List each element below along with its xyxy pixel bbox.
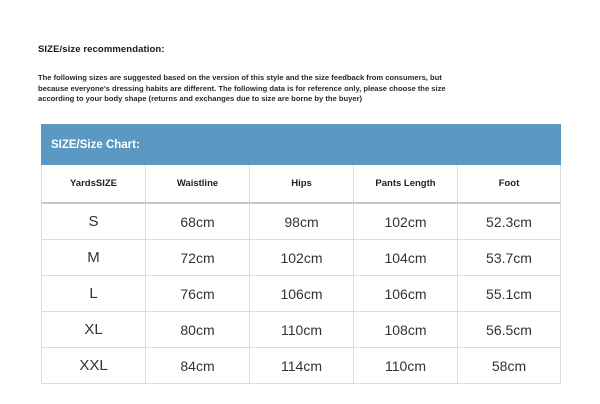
hips-cell: 102cm [250, 240, 354, 276]
intro-line: The following sizes are suggested based on the version of this style and the size feedback from consumers, but [38, 73, 442, 82]
column-header-row [42, 165, 561, 204]
waistline-cell: 76cm [146, 276, 250, 312]
column-header-pants-length: Pants Length [354, 165, 458, 204]
pants-length-cell: 104cm [354, 240, 458, 276]
intro-paragraph [38, 73, 578, 105]
section-title: SIZE/size recommendation: [38, 44, 165, 55]
table-row [42, 240, 561, 276]
intro-line: because everyone's dressing habits are different. The following data is for reference only, please choose the size [38, 83, 446, 93]
waistline-cell: 80cm [146, 312, 250, 348]
column-header-foot: Foot [458, 165, 561, 204]
foot-cell: 55.1cm [458, 276, 561, 312]
table-row [42, 203, 561, 240]
intro-line: according to your body shape (returns and exchanges due to size are borne by the buyer) [38, 94, 363, 104]
size-cell: XXL [42, 348, 146, 384]
column-header-waistline: Waistline [146, 165, 250, 204]
pants-length-cell: 102cm [354, 203, 458, 240]
waistline-cell: 72cm [146, 240, 250, 276]
column-header-hips: Hips [250, 165, 354, 204]
size-chart-title: SIZE/Size Chart: [42, 125, 561, 165]
size-cell: XL [42, 312, 146, 348]
table-row [42, 276, 561, 312]
size-chart-header-row [42, 125, 561, 165]
table-row [42, 312, 561, 348]
foot-cell: 52.3cm [458, 203, 561, 240]
foot-cell: 56.5cm [458, 312, 561, 348]
size-chart-table [41, 124, 561, 384]
hips-cell: 106cm [250, 276, 354, 312]
table-row [42, 348, 561, 384]
foot-cell: 53.7cm [458, 240, 561, 276]
size-cell: L [42, 276, 146, 312]
pants-length-cell: 110cm [354, 348, 458, 384]
pants-length-cell: 106cm [354, 276, 458, 312]
waistline-cell: 68cm [146, 203, 250, 240]
waistline-cell: 84cm [146, 348, 250, 384]
foot-cell: 58cm [458, 348, 561, 384]
hips-cell: 110cm [250, 312, 354, 348]
size-cell: S [42, 203, 146, 240]
column-header-size: YardsSIZE [42, 165, 146, 204]
size-cell: M [42, 240, 146, 276]
hips-cell: 114cm [250, 348, 354, 384]
hips-cell: 98cm [250, 203, 354, 240]
pants-length-cell: 108cm [354, 312, 458, 348]
